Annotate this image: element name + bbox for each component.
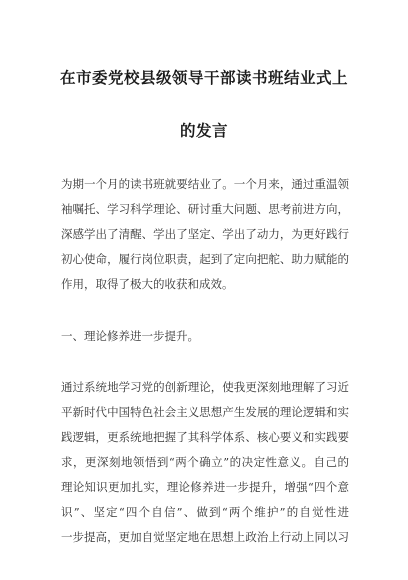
paragraph-2-line-1: 通过系统地学习党的创新理论，使我更深刻地理解了习近	[61, 380, 349, 394]
paragraph-2-line-6: 识”、坚定“四个自信”、做到“两个维护”的自觉性进	[61, 505, 349, 519]
section-1-heading: 一、理论修养进一步提升。	[61, 329, 199, 343]
paragraph-1-line-1: 为期一个月的读书班就要结业了。一个月来，通过重温领	[61, 177, 349, 191]
paragraph-1-line-2: 袖嘱托、学习科学理论、研讨重大问题、思考前进方向，	[61, 202, 349, 216]
paragraph-2-line-7: 一步提高，更加自觉坚定地在思想上政治上行动上同以习	[61, 530, 349, 544]
paragraph-2-line-5: 理论知识更加扎实，理论修养进一步提升，增强“四个意	[61, 480, 349, 494]
paragraph-1-line-4: 初心使命，履行岗位职责，起到了定向把舵、助力赋能的	[61, 252, 349, 266]
paragraph-2-line-3: 践逻辑，更系统地把握了其科学体系、核心要义和实践要	[61, 430, 349, 444]
paragraph-1-line-5: 作用，取得了极大的收获和成效。	[61, 277, 234, 291]
paragraph-1-line-3: 深感学出了清醒、学出了坚定、学出了动力，为更好践行	[61, 227, 349, 241]
paragraph-2-line-2: 平新时代中国特色社会主义思想产生发展的理论逻辑和实	[61, 405, 349, 419]
paragraph-2-line-4: 求，更深刻地领悟到“两个确立”的决定性意义。自己的	[61, 455, 349, 469]
document-title-line-2: 的发言	[179, 121, 228, 140]
document-title-line-1: 在市委党校县级领导干部读书班结业式上	[59, 68, 348, 87]
